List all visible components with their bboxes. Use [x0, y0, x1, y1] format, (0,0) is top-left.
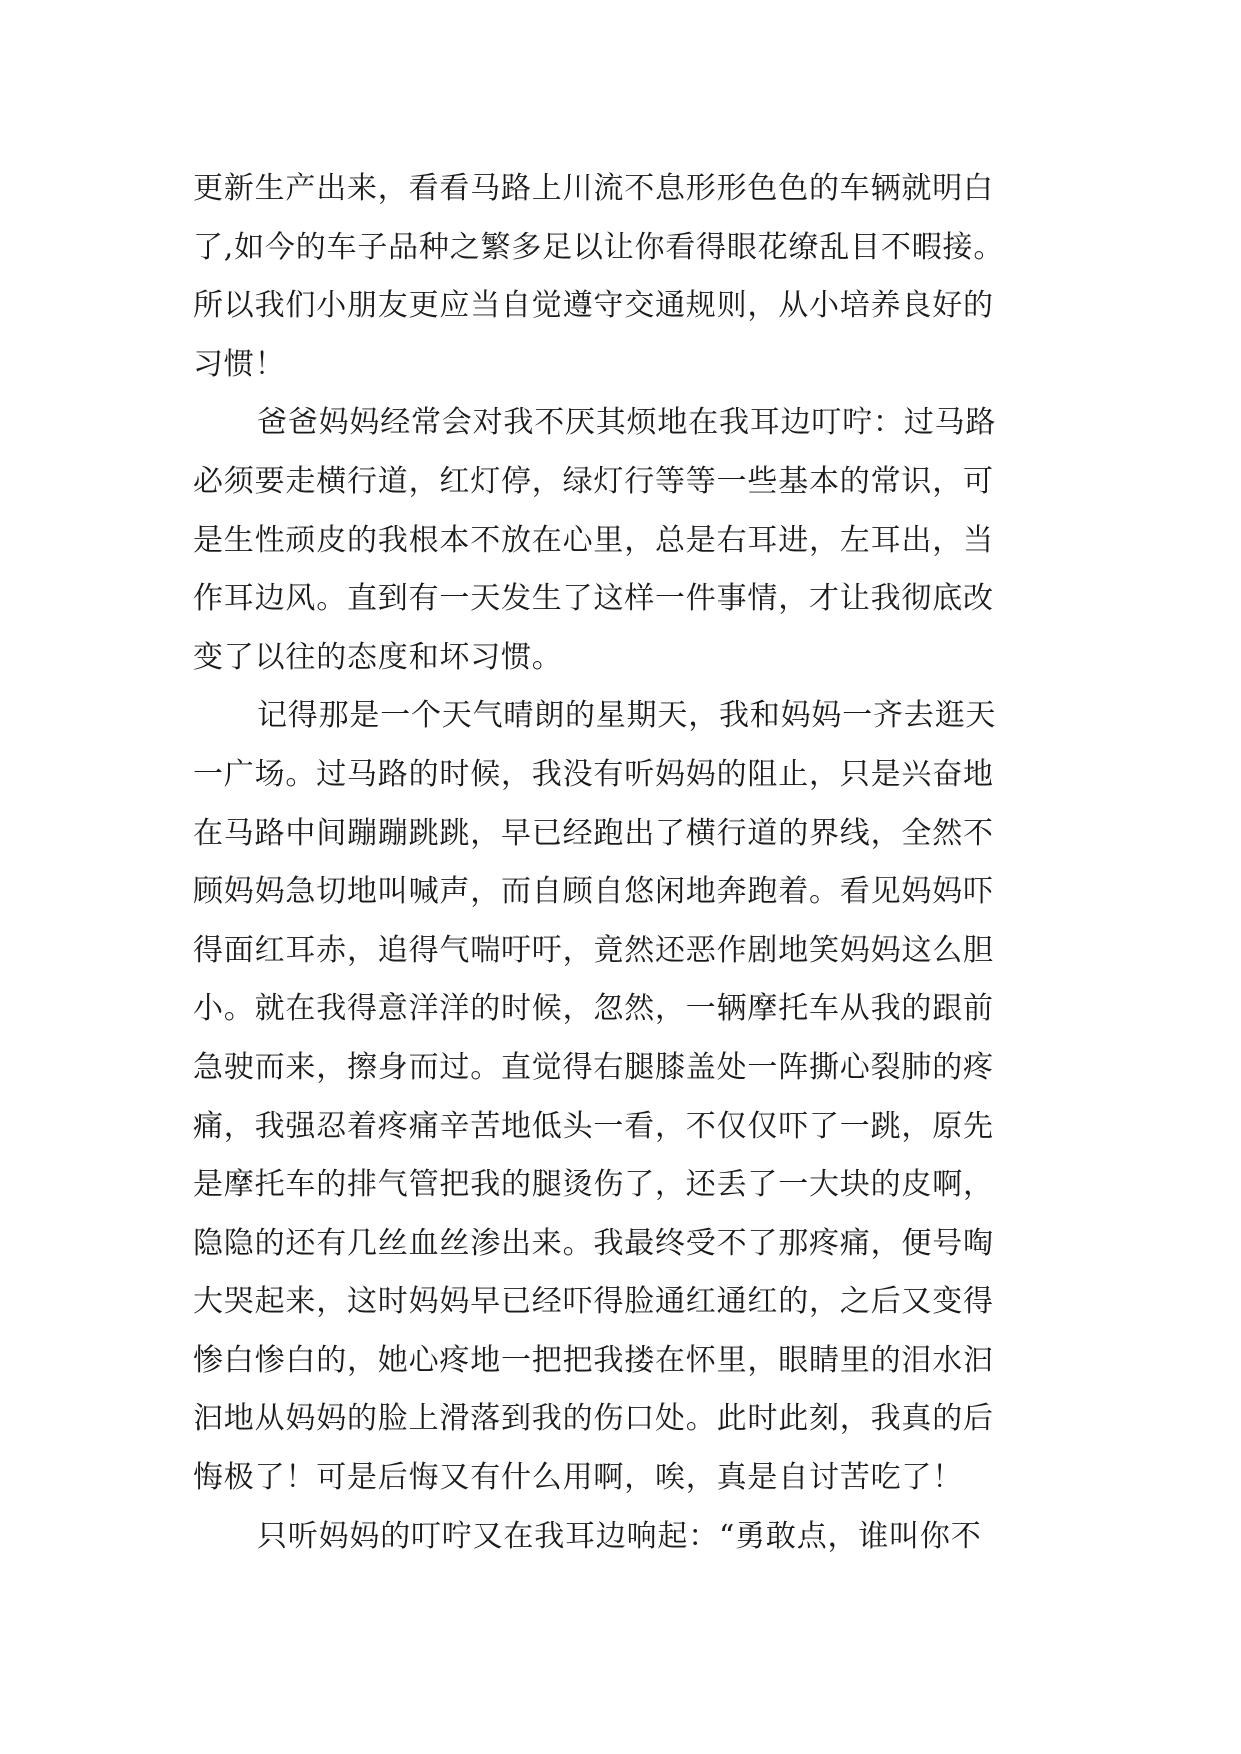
paragraph-first-line: 只听妈妈的叮咛又在我耳边响起：“勇敢点，谁叫你不 [257, 1518, 982, 1554]
text-line: 一广场。过马路的时候，我没有听妈妈的阻止，只是兴奋地 [193, 756, 994, 792]
text-line: 在马路中间蹦蹦跳跳，早已经跑出了横行道的界线，全然不 [193, 815, 994, 851]
document-body [193, 160, 1093, 1566]
text-line: 变了以往的态度和坏习惯。 [193, 639, 563, 675]
text-line: 是生性顽皮的我根本不放在心里，总是右耳进，左耳出，当 [193, 522, 994, 558]
text-line: 得面红耳赤，追得气喘吁吁，竟然还恶作剧地笑妈妈这么胆 [193, 932, 994, 968]
text-line: 了,如今的车子品种之繁多足以让你看得眼花缭乱目不暇接。 [193, 229, 1005, 265]
text-line: 必须要走横行道，红灯停，绿灯行等等一些基本的常识，可 [193, 463, 994, 499]
text-line: 急驶而来，擦身而过。直觉得右腿膝盖处一阵撕心裂肺的疼 [193, 1049, 994, 1085]
text-line: 顾妈妈急切地叫喊声，而自顾自悠闲地奔跑着。看见妈妈吓 [193, 874, 994, 910]
text-line: 是摩托车的排气管把我的腿烫伤了，还丢了一大块的皮啊， [193, 1167, 994, 1203]
text-line: 隐隐的还有几丝血丝渗出来。我最终受不了那疼痛，便号啕 [193, 1225, 994, 1261]
paragraph-first-line: 爸爸妈妈经常会对我不厌其烦地在我耳边叮咛：过马路 [257, 405, 997, 441]
paragraph-first-line: 记得那是一个天气晴朗的星期天，我和妈妈一齐去逛天 [257, 698, 997, 734]
text-line: 汩地从妈妈的脸上滑落到我的伤口处。此时此刻，我真的后 [193, 1401, 994, 1437]
text-line: 惨白惨白的，她心疼地一把把我搂在怀里，眼睛里的泪水汩 [193, 1342, 994, 1378]
text-line: 所以我们小朋友更应当自觉遵守交通规则，从小培养良好的 [193, 288, 994, 324]
text-line: 大哭起来，这时妈妈早已经吓得脸通红通红的，之后又变得 [193, 1284, 994, 1320]
text-line: 悔极了！可是后悔又有什么用啊，唉，真是自讨苦吃了！ [193, 1460, 963, 1496]
text-line: 习惯！ [193, 346, 286, 382]
text-line: 小。就在我得意洋洋的时候，忽然，一辆摩托车从我的跟前 [193, 991, 994, 1027]
text-line: 更新生产出来，看看马路上川流不息形形色色的车辆就明白 [193, 171, 994, 206]
text-line: 痛，我强忍着疼痛辛苦地低头一看，不仅仅吓了一跳，原先 [193, 1108, 994, 1144]
text-line: 作耳边风。直到有一天发生了这样一件事情，才让我彻底改 [193, 581, 994, 617]
